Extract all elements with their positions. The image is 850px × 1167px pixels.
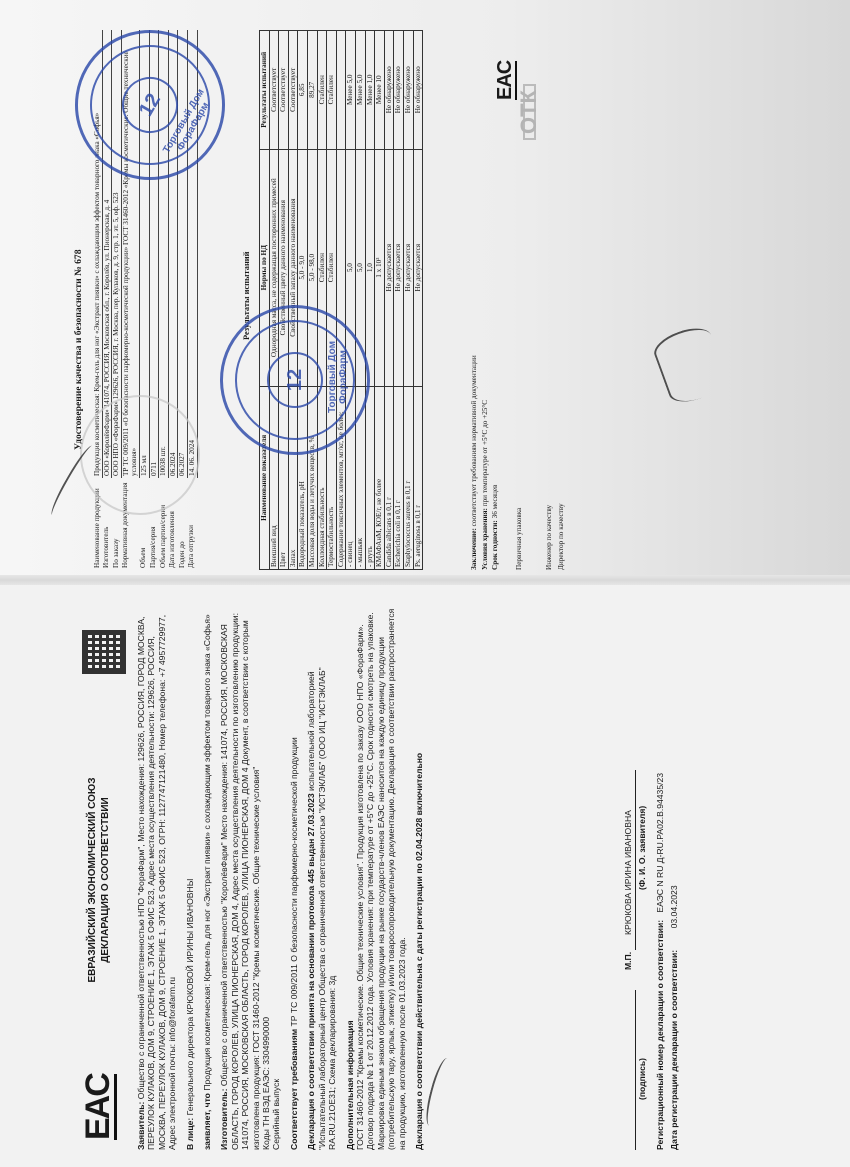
info-value: 10038 шт. <box>159 30 169 478</box>
person-text: Генерального директора КРЮКОВОЙ ИРИНЫ ИВАНОВНЫ <box>184 878 195 1116</box>
result-cell: Не обнаружено <box>403 31 413 150</box>
eac-logo: EAC <box>79 1074 117 1140</box>
info-key: Нормативная документация <box>121 482 130 568</box>
stamp-text: Торговый Дом ФораФарм <box>327 340 349 414</box>
person-paragraph <box>185 605 195 1150</box>
norm-cell: Не допускается <box>384 149 394 386</box>
reg-number-label: Регистрационный номер декларации о соответствии: <box>655 919 665 1150</box>
norm-cell: 5,0 <box>355 149 365 386</box>
applicant-paragraph <box>136 605 178 1150</box>
results-row <box>394 31 404 570</box>
norm-cell: Свойственный цвету данного наименования <box>279 149 289 386</box>
col-indicator: Наименование показателя <box>260 386 270 569</box>
results-header-row <box>260 31 270 570</box>
conclusion-row <box>470 30 479 570</box>
info-value: 14. 06. 2024 <box>187 30 197 478</box>
declaration-body <box>136 605 431 1150</box>
result-cell: Соответствует <box>269 31 279 150</box>
shelf-label: Срок годности: <box>491 520 500 570</box>
result-cell <box>336 31 346 150</box>
col-results: Результаты испытаний <box>260 31 270 150</box>
signer-caption: (Ф. И. О. заявителя) <box>637 805 647 890</box>
indicator-cell: Содержание токсичных элементов, мг/кг, не более: <box>336 386 346 569</box>
declaration-header <box>86 730 112 1030</box>
extra-text: ГОСТ 31460-2012 "Кремы косметические. Общие технические условия". Продукция изготовлена по заказу ООО НПО «ФораФарм». Договор подряда № 1 от 20.12.2012 года. Условия хранения: при температуре от +5°С до +25°С. Срок годности смотреть на упаковке. Маркировка единым знаком обращения продукции на рынке государств-членов ЕАЭС наносится на каждую единицу продукции (потребительскую тару, ярлык, этикетку) и/или товаросопроводительную документацию. Декларация о соответствии распространяется на продукцию, изготовленную после 01.03.2023 года. <box>354 608 407 1150</box>
info-value: 06.2024 <box>168 30 178 478</box>
declaration-heading: ДЕКЛАРАЦИЯ О СООТВЕТСТВИИ <box>100 797 111 963</box>
conforms-paragraph <box>289 605 299 1150</box>
storage-text: при температуре от +5°С до +25°С <box>480 399 489 507</box>
otk-stamp: ОТК <box>523 84 536 140</box>
info-value: Продукция косметическая: Крем-гель для ног «Экстракт пиявки» с охлаждающим эффектом товарного знака «Софья» <box>93 30 102 478</box>
results-row <box>346 31 356 570</box>
applicant-label: Заявитель: <box>136 1101 146 1150</box>
result-cell: Менее 1,0 <box>365 31 375 150</box>
results-row <box>413 31 423 570</box>
results-title: Результаты испытаний <box>242 251 251 340</box>
info-value: 0711 <box>149 30 159 478</box>
results-table <box>259 30 423 570</box>
conclusion-block <box>470 30 502 570</box>
info-key: Наименование продукции <box>93 488 101 568</box>
results-row <box>403 31 413 570</box>
col-norms: Нормы по НД <box>260 149 270 386</box>
declares-label: заявляет, что <box>202 1093 213 1150</box>
info-key: По заказу <box>111 538 120 568</box>
norm-cell: 5,0 <box>346 149 356 386</box>
signature-line <box>635 990 636 1150</box>
basis-label: Декларация о соответствии принята на основании протокола 445 выдан 27.03.2023 <box>306 793 317 1150</box>
results-row <box>288 31 298 570</box>
shelf-text: 36 месяцев <box>491 484 500 519</box>
results-row <box>298 31 308 570</box>
reg-date: 03.04.2023 <box>669 885 679 929</box>
result-cell: Соответствует <box>279 31 289 150</box>
indicator-cell: Массовая доля воды и летучих веществ, % <box>307 386 317 569</box>
indicator-cell: - ртуть <box>365 386 375 569</box>
conforms-label: Соответствует требованиям <box>288 1028 299 1150</box>
result-cell: Не обнаружено <box>384 31 394 150</box>
result-cell: Не обнаружено <box>394 31 404 150</box>
results-row <box>365 31 375 570</box>
name-line <box>635 770 636 950</box>
norm-cell: Стабилен <box>327 149 337 386</box>
seal-mark: М.П. <box>623 951 633 970</box>
validity-text: Декларация о соответствии действительна с даты регистрации по 02.04.2028 включительно <box>413 752 424 1150</box>
info-key: Изготовитель <box>102 526 111 568</box>
info-key: Дата изготовления <box>168 511 177 568</box>
indicator-cell: Внешний вид <box>269 386 279 569</box>
shelf-row <box>491 30 500 570</box>
indicator-cell: Staphylococcus aureus в 0,1 г <box>403 386 413 569</box>
page-fold <box>0 575 850 585</box>
stamp-center-icon: 12 <box>267 352 323 408</box>
info-value: 125 мл <box>139 30 149 478</box>
results-row <box>317 31 327 570</box>
stamp-text: Торговый Дом ФораФарм <box>161 87 212 156</box>
result-cell: 89,27 <box>307 31 317 150</box>
reg-number-row <box>655 773 665 1150</box>
results-row <box>307 31 317 570</box>
indicator-cell: Escherichia coli в 0,1 г <box>394 386 404 569</box>
extra-label: Дополнительная информация <box>344 1020 355 1150</box>
stamp-center-icon: 12 <box>112 67 188 143</box>
results-row <box>336 31 346 570</box>
result-cell: Менее 5,0 <box>346 31 356 150</box>
results-row <box>327 31 337 570</box>
info-key: Годен до <box>177 541 186 568</box>
person-label: В лице: <box>184 1117 195 1150</box>
info-key: Дата отгрузки <box>187 525 196 568</box>
company-stamp-certificate <box>220 305 370 455</box>
info-key: Объем партии/серии <box>158 504 167 568</box>
result-cell: Соответствует <box>288 31 298 150</box>
eac-small-logo: EAC <box>494 60 516 100</box>
result-cell: Менее 5,0 <box>355 31 365 150</box>
declaration-document <box>80 590 760 1150</box>
results-row <box>375 31 385 570</box>
result-cell: 6,85 <box>298 31 308 150</box>
result-cell: Стабилен <box>317 31 327 150</box>
indicator-cell: Цвет <box>279 386 289 569</box>
maker-text: Общество с ограниченной ответственностью "КоролёвФарм" Место нахождения: 141074, РОССИЯ, МОСКОВСКАЯ ОБЛАСТЬ, ГОРОД КОРОЛЕВ, УЛИЦА ПИОНЕРСКАЯ, ДОМ 4, Адрес места осуществления деятельности по изготовлению продукции: 141074, РОССИЯ, МОСКОВСКАЯ ОБЛАСТЬ, ГОРОД КОРОЛЕВ, УЛИЦА ПИОНЕРСКАЯ, ДОМ 4 Документ, в соответствии с которым изготовлена продукция: ГОСТ 31460-2012 "Кремы косметические. Общие технические условия" <box>219 613 261 1150</box>
norm-cell: 5,0 - 98,0 <box>307 149 317 386</box>
info-value: ТР ТС 009/2011 «О безопасности парфюмерно-косметической продукции» ГОСТ 31460-2012 «Кремы косметические. Общие технические условия» <box>121 30 139 478</box>
norm-cell: Не допускается <box>403 149 413 386</box>
result-cell: Стабилен <box>327 31 337 150</box>
declares-text: Продукция косметическая: Крем-гель для ног «Экстракт пиявки» с охлаждающим эффектом товарного знака «Софья» <box>202 614 213 1091</box>
results-row <box>355 31 365 570</box>
signature-caption: (подпись) <box>637 1057 647 1100</box>
results-row <box>384 31 394 570</box>
indicator-cell: КМАФАнМ, КОЕ/г, не более <box>375 386 385 569</box>
union-name: ЕВРАЗИЙСКИЙ ЭКОНОМИЧЕСКИЙ СОЮЗ <box>87 777 98 983</box>
reg-number: ЕАЭС N RU Д-RU.РА02.В.94435/23 <box>655 772 665 913</box>
indicator-cell: Candida albicans в 0,1 г <box>384 386 394 569</box>
indicator-cell: Коллоидная стабильность <box>317 386 327 569</box>
signer-name: КРЮКОВА ИРИНА ИВАНОВНА <box>623 810 633 935</box>
indicator-cell: Запах <box>288 386 298 569</box>
info-key: Объем <box>139 547 148 568</box>
result-cell: Не обнаружено <box>413 31 423 150</box>
certificate-title: Удостоверение качества и безопасности № 678 <box>73 249 84 450</box>
storage-row <box>481 30 490 570</box>
basis-paragraph <box>306 605 337 1150</box>
codes-text: Коды ТН ВЭД ЕАЭС: 3304990000 <box>261 1016 272 1150</box>
reg-date-label: Дата регистрации декларации о соответствии: <box>669 949 679 1150</box>
packaging-label: Первичная упаковка <box>515 507 523 570</box>
serial-text: Серийный выпуск <box>271 1078 282 1150</box>
norm-cell: 1 х 10³ <box>375 149 385 386</box>
norm-cell: Не допускается <box>413 149 423 386</box>
reg-date-row <box>669 885 679 1150</box>
indicator-cell: Ps. aeruginosa в 0,1 г <box>413 386 423 569</box>
validity-paragraph <box>414 605 424 1150</box>
qr-code <box>82 630 126 674</box>
indicator-cell: - свинец <box>346 386 356 569</box>
storage-label: Условия хранения: <box>480 508 489 570</box>
extra-paragraph <box>345 605 407 1150</box>
norm-cell: Однородная масса, не содержащая посторонних примесей <box>269 149 279 386</box>
basis-text: испытательной лабораторией "Испытательный лабораторный центр Общества с ограниченной ответственностью "ИСТЭКЛАБ" (ООО ИЦ "ИСТЭКЛАБ" RA.RU.21ОЕ31; Схема декларирования: 3д <box>306 667 338 1150</box>
norm-cell: Стабилен <box>317 149 327 386</box>
result-cell: Менее 10 <box>375 31 385 150</box>
indicator-cell: - мышьяк <box>355 386 365 569</box>
results-row <box>279 31 289 570</box>
applicant-text: Общество с ограниченной ответственностью НПО "ФораФарм", Место нахождения: 129626, РОССИЯ, ГОРОД МОСКВА, ПЕРЕУЛОК КУЛАКОВ, ДОМ 9, СТРОЕНИЕ 1, ЭТАЖ 5 ОФИС 523, Адрес места осуществления деятельности: 129626, РОССИЯ, МОСКВА, ПЕРЕУЛОК КУЛАКОВ, ДОМ 9, СТРОЕНИЕ 1, ЭТАЖ 5 ОФИС 523, ОГРН: 1127747121480, Номер телефона: +7 4957729977, Адрес электронной почты: info@forafarm.ru <box>136 614 178 1150</box>
conforms-text: ТР ТС 009/2011 О безопасности парфюмерно-косметической продукции <box>288 737 299 1027</box>
norm-cell: 5,0 - 9,0 <box>298 149 308 386</box>
info-value: ООО «КоролёвФарм» 141074, РОССИЯ, Московская обл., г. Королёв, ул. Пионерская, д. 4 <box>102 30 112 478</box>
info-value: 06.2027 <box>178 30 188 478</box>
norm-cell: Свойственный запаху данного наименования <box>288 149 298 386</box>
conclusion-text: соответствует требованиям нормативной документации <box>470 355 478 527</box>
conclusion-label: Заключение: <box>470 528 478 570</box>
info-value: ООО НПО «ФораФарм» 129626, РОССИЯ, г. Москва, пер. Кулаков, д. 9, стр. 1, эт. 5, оф. 523 <box>112 30 122 478</box>
norm-cell: Не допускается <box>394 149 404 386</box>
indicator-cell: Термостабильность <box>327 386 337 569</box>
declares-paragraph <box>202 605 212 1150</box>
maker-paragraph <box>219 605 281 1150</box>
norm-cell: 1,0 <box>365 149 375 386</box>
maker-label: Изготовитель: <box>219 1088 230 1150</box>
engineer-label: Инженер по качеству <box>545 504 553 570</box>
results-row <box>269 31 279 570</box>
info-key: Партия/серия <box>149 526 158 568</box>
director-label: Директор по качеству <box>557 503 565 570</box>
indicator-cell: Водородный показатель, pH <box>298 386 308 569</box>
